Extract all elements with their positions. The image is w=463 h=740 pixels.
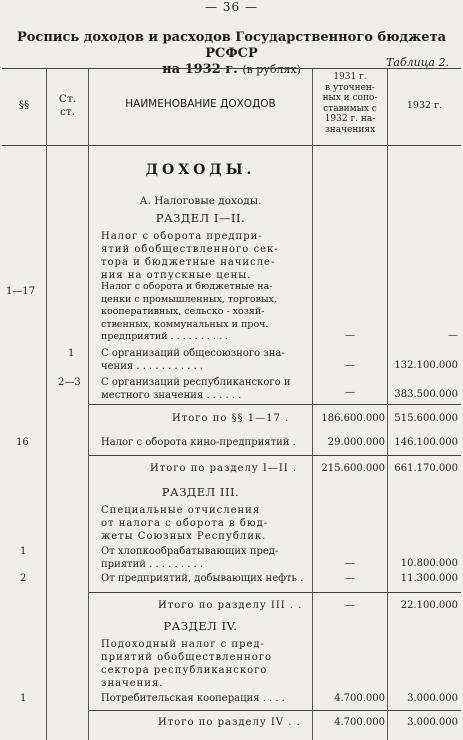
title-year: на 1932 г. xyxy=(162,62,238,77)
section-title-4: РАЗДЕЛ IV. xyxy=(163,619,238,633)
text-line: предприятий . . . . . . . . . . xyxy=(101,331,228,342)
consumer-coop-1932: 3.000.000 xyxy=(407,693,458,704)
table-top-rule xyxy=(2,68,461,69)
text-line: значения. xyxy=(101,678,164,689)
article-1-1931: — xyxy=(345,360,355,371)
text-line: Налог с оборота предпри- xyxy=(101,231,263,242)
cinema-tax-1932: 146.100.000 xyxy=(394,437,458,448)
consumer-coop-row: Потребительская кооперация . . . . xyxy=(101,693,285,704)
text-line: приятий обобществленного xyxy=(101,652,273,663)
y1931-line: 1932 г. на- xyxy=(324,114,376,124)
article-number: 2—3 xyxy=(58,377,81,388)
text-line: местного значения . . . . . . xyxy=(101,390,242,401)
y1931-line: ставимых с xyxy=(323,103,377,114)
total-paragraphs-1-17: Итого по §§ 1—17 . xyxy=(172,413,290,424)
total-s3-1932: 22.100.000 xyxy=(400,600,458,611)
column-header-name: НАИМЕНОВАНИЕ ДОХОДОВ xyxy=(125,98,276,110)
subheading-tax-income: А. Налоговые доходы. xyxy=(139,195,262,207)
total-s4-1931: 4.700.000 xyxy=(334,717,385,728)
text-line: ственных, коммунальных и проч. xyxy=(101,318,269,330)
text-line: кооперативных, сельско - хозяй- xyxy=(101,306,265,317)
text-line: чения . . . . . . . . . . . xyxy=(101,361,204,372)
column-divider xyxy=(46,68,47,740)
y1931-line: значениях xyxy=(324,124,376,135)
text-line: ния на отпускные цены. xyxy=(101,270,252,281)
section-1-2-description xyxy=(101,230,279,282)
text-line: ятий обобществленного сек- xyxy=(101,244,279,255)
article-1-row xyxy=(101,347,285,373)
section-title-1-2: РАЗДЕЛ I—II. xyxy=(155,211,246,225)
article-2-1932: 383.500.000 xyxy=(394,389,458,400)
text-line: тора и бюджетные начисле- xyxy=(101,257,276,268)
total-s4-1932: 3.000.000 xyxy=(407,717,458,728)
total-1-17-1932: 515.600.000 xyxy=(394,413,458,424)
article-1-1932: 132.100.000 xyxy=(394,360,458,371)
total-section-4: Итого по разделу IV . . xyxy=(158,717,301,728)
text-line: Специальные отчисления xyxy=(101,505,261,516)
paragraph-number: 1 xyxy=(20,546,27,557)
y1931-line: 1931 г. xyxy=(333,72,367,82)
turnover-tax-1931: — xyxy=(345,330,355,341)
subtotal-rule xyxy=(89,455,461,456)
total-s12-1931: 215.600.000 xyxy=(321,463,385,474)
article-2-1931: — xyxy=(345,387,355,398)
cinema-tax-1931: 29.000.000 xyxy=(327,437,385,448)
text-line: приятий . . . . . . . . . xyxy=(101,559,204,570)
consumer-coop-1931: 4.700.000 xyxy=(334,693,385,704)
text-line: С организаций республиканского и xyxy=(101,377,291,388)
subtotal-rule xyxy=(89,710,461,711)
text-line: жеты Союзных Республик. xyxy=(101,531,267,542)
y1931-line: ных и сопо- xyxy=(322,93,378,103)
paragraph-number: 16 xyxy=(16,437,29,448)
cotton-row xyxy=(101,545,278,571)
articles-line-1: Ст. xyxy=(58,93,77,105)
total-1-17-1931: 186.600.000 xyxy=(321,413,385,424)
title-line-1: Роспись доходов и расходов Государственного бюджета РСФСР xyxy=(16,30,447,61)
header-bottom-rule xyxy=(2,145,461,146)
paragraph-number: 1—17 xyxy=(6,286,36,297)
text-line: От хлопкообрабатывающих пред- xyxy=(101,546,279,557)
total-s3-1931: — xyxy=(345,600,355,611)
page-number: — 36 — xyxy=(205,0,258,14)
turnover-tax-row xyxy=(101,281,277,344)
column-header-articles xyxy=(47,93,88,119)
column-header-1932: 1932 г. xyxy=(406,100,443,111)
table-label: Таблица 2. xyxy=(386,56,449,69)
total-section-3: Итого по разделу III . . xyxy=(158,600,303,611)
section-title-3: РАЗДЕЛ III. xyxy=(161,485,240,499)
oil-1931: — xyxy=(345,573,355,584)
text-line: сектора республиканского xyxy=(101,665,268,676)
section-3-description xyxy=(101,504,268,543)
total-s12-1932: 661.170.000 xyxy=(394,463,458,474)
text-line: ценки с промышленных, торговых, xyxy=(101,293,277,305)
oil-row: От предприятий, добывающих нефть . xyxy=(101,573,304,584)
section-4-description xyxy=(101,638,272,690)
table-title xyxy=(0,30,463,78)
subtotal-rule xyxy=(89,404,461,405)
oil-1932: 11.300.000 xyxy=(400,573,458,584)
cotton-1931: — xyxy=(345,558,355,569)
section-heading-income: ДОХОДЫ. xyxy=(145,162,256,178)
cotton-1932: 10.800.000 xyxy=(400,558,458,569)
turnover-tax-1932: — xyxy=(448,330,458,341)
text-line: Налог с оборота и бюджетные на- xyxy=(101,281,273,292)
column-header-1931 xyxy=(313,72,387,135)
subtotal-rule xyxy=(89,592,461,593)
title-unit: (в рублях) xyxy=(242,63,301,76)
total-section-1-2: Итого по разделу I—II . xyxy=(150,463,298,474)
article-2-row xyxy=(101,376,291,402)
text-line: С организаций общесоюзного зна- xyxy=(101,348,285,359)
text-line: от налога с оборота в бюд- xyxy=(101,518,269,529)
cinema-tax-row: Налог с оборота кино-предприятий . xyxy=(101,437,296,448)
paragraph-number: 1 xyxy=(20,693,27,704)
y1931-line: в уточнен- xyxy=(325,82,375,93)
text-line: Подоходный налог с пред- xyxy=(101,639,265,650)
article-number: 1 xyxy=(68,348,75,359)
paragraph-number: 2 xyxy=(20,573,27,584)
articles-line-2: ст. xyxy=(59,106,76,118)
column-header-paragraphs: §§ xyxy=(18,99,30,111)
